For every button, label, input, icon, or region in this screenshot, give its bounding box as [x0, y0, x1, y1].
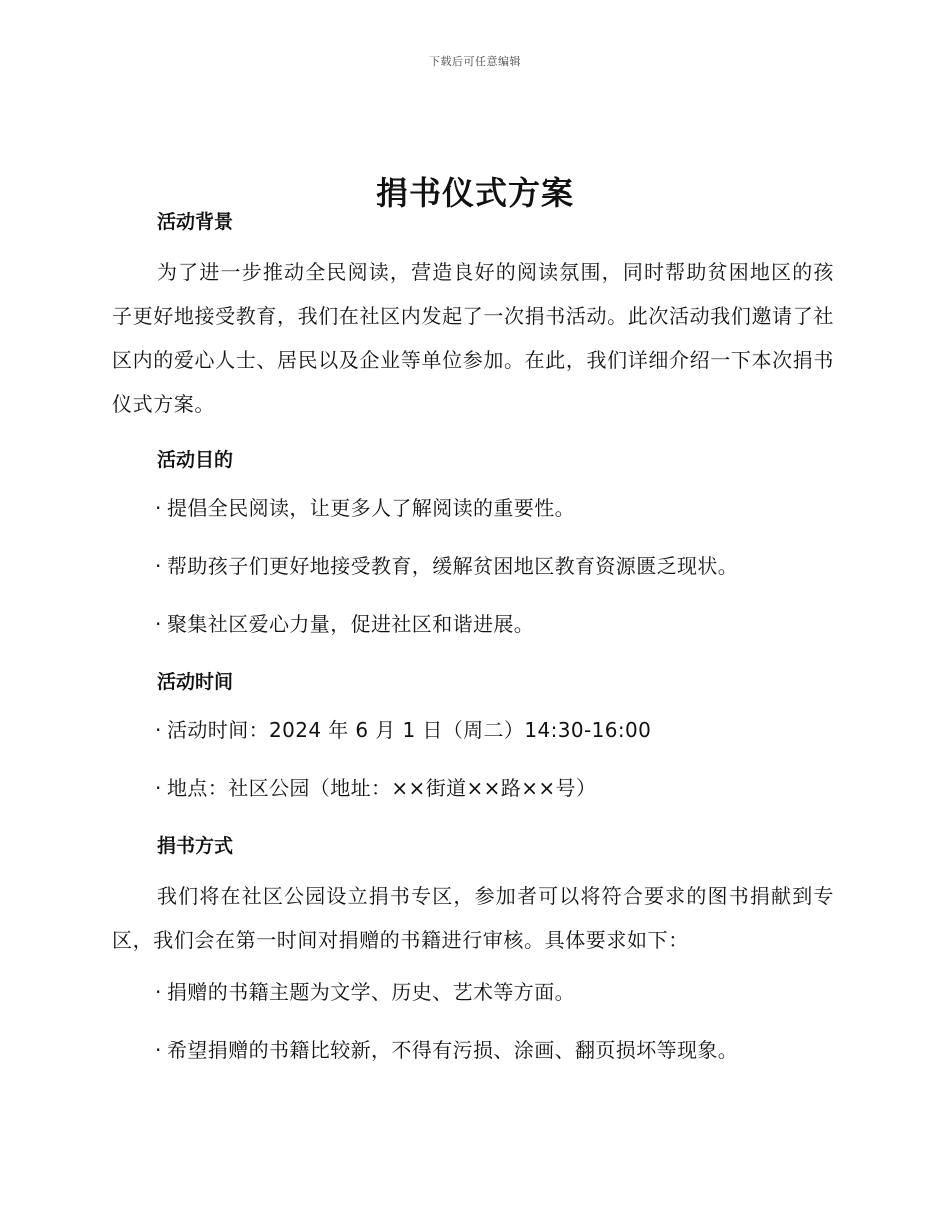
- method-item: [112, 970, 834, 1014]
- section-heading-purpose: 活动目的: [157, 449, 234, 471]
- section-heading-method: 捐书方式: [157, 835, 234, 857]
- location-item-text: 地点：社区公园（地址：××街道××路××号）: [167, 776, 597, 800]
- bullet-dot-icon: ·: [155, 776, 162, 800]
- section-heading-background: 活动背景: [157, 211, 234, 233]
- bullet-dot-icon: ·: [155, 496, 162, 520]
- bullet-dot-icon: ·: [155, 612, 162, 636]
- purpose-item-text: 聚集社区爱心力量，促进社区和谐进展。: [167, 612, 535, 636]
- document-title: 捐书仪式方案: [375, 174, 574, 213]
- time-item-text: 活动时间：2024 年 6 月 1 日（周二）14:30-16:00: [167, 718, 652, 742]
- bullet-dot-icon: ·: [155, 718, 162, 742]
- time-item: [112, 708, 834, 752]
- method-item: [112, 1028, 834, 1072]
- bullet-dot-icon: ·: [155, 1038, 162, 1062]
- purpose-item: [112, 602, 834, 646]
- section-heading-time: 活动时间: [157, 671, 234, 693]
- purpose-item-text: 提倡全民阅读，让更多人了解阅读的重要性。: [167, 496, 575, 520]
- purpose-item-text: 帮助孩子们更好地接受教育，缓解贫困地区教育资源匮乏现状。: [167, 554, 739, 578]
- location-item: [112, 766, 834, 810]
- method-paragraph: 我们将在社区公园设立捐书专区，参加者可以将符合要求的图书捐献到专区，我们会在第一时间对捐赠的书籍进行审核。具体要求如下：: [112, 884, 834, 952]
- purpose-item: [112, 486, 834, 530]
- document-body: [112, 200, 834, 1086]
- page-header-note: 下载后可任意编辑: [429, 55, 521, 68]
- bullet-dot-icon: ·: [155, 980, 162, 1004]
- background-paragraph: 为了进一步推动全民阅读，营造良好的阅读氛围，同时帮助贫困地区的孩子更好地接受教育，我们在社区内发起了一次捐书活动。此次活动我们邀请了社区内的爱心人士、居民以及企业等单位参加。在此，我们详细介绍一下本次捐书仪式方案。: [112, 260, 834, 416]
- bullet-dot-icon: ·: [155, 554, 162, 578]
- method-item-text: 捐赠的书籍主题为文学、历史、艺术等方面。: [167, 980, 575, 1004]
- method-item-text: 希望捐赠的书籍比较新，不得有污损、涂画、翻页损坏等现象。: [167, 1038, 739, 1062]
- purpose-item: [112, 544, 834, 588]
